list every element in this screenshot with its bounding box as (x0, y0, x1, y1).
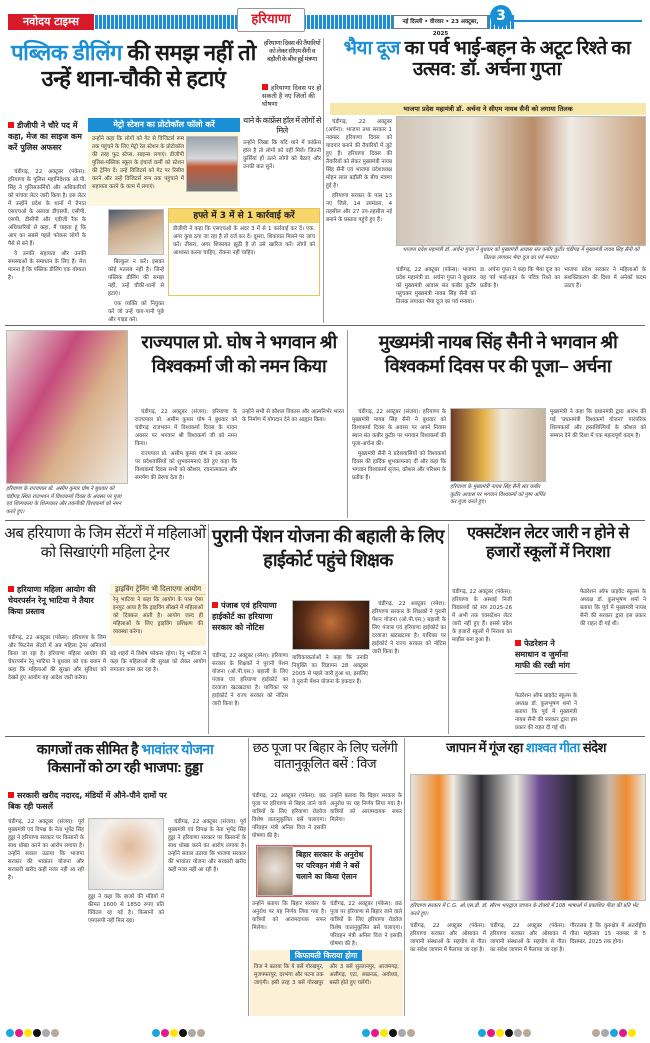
headline-haryana-diwas: हरियाणा दिवस की तैयारियों को लेकर सीएम सैनी व बड़ौली के बीच हुई मंत्रणा (263, 40, 321, 63)
headline-bhavantar: कागजों तक सीमित है भावांतर योजना किसानों को ठग रही भाजपा: हुड्डा (36, 741, 214, 775)
headline-cm-vishwakarma: मुख्यमंत्री नायब सिंह सैनी ने भगवान श्री विश्वकर्मा दिवस पर की पूजा– अर्चना (378, 332, 618, 376)
headline-old-pension: पुरानी पेंशन योजना की बहाली के लिए हाईकोर्ट पहुंचे शिक्षक (212, 526, 444, 570)
story1-body-col2: बिल्कुल न करें। इसका कोई मतलब नहीं है। जिन्हें पब्लिक डीलिंग की समझ नहीं, उन्हें चौकी-थानों से हटाएं। एक व्यक्ति को नियुक्त करें जो उन्हें चाय-पानी पूछे और गाइड करे। (108, 259, 164, 323)
story10-body-2: चंडीगढ़, 22 अक्टूबर (पंकेस): हरियाणा सरकार और ओसाका में जापानी संस्थाओं के सहयोग से गीता का संदेश जापान में फैलाया जा रहा है। (490, 923, 566, 953)
tilak-photo (396, 116, 646, 246)
story7-body-2: फेडरेशन ऑफ प्राइवेट स्कूल्स के अध्यक्ष डॉ. कुलभूषण शर्मा ने बताया कि पूर्व में मुख्यमंत्री नायब सैनी की सरकार द्वारा इस प्रकार की राहत दी गई थी। (580, 589, 646, 627)
registration-marks-mid3 (478, 1022, 532, 1041)
story7-body-1: चंडीगढ़, 22 अक्टूबर (पंकेस): हरियाणा के अस्थाई निजी विद्यालयों को सत्र 2025-26 में अभी तक एक्सटेंशन लेटर जारी नहीं हुए हैं। इससे प्रदेश के हजारों स्कूलों में निराशा का माहौल बना हुआ है। (452, 589, 512, 643)
story9-body-1: चंडीगढ़, 22 अक्टूबर (पंकेस): छठ पूजा पर हरियाणा से बिहार जाने वाले यात्रियों के लिए हरियाणा रोडवेज विशेष वातानुकूलित बसें चलाएगा। परिवहन मंत्री अनिल विज ने इसकी घोषणा की है। (252, 793, 326, 839)
subhead-new-districts: हरियाणा दिवस पर हो सकती है नए जिलों की घोषणा (262, 84, 322, 108)
divider (448, 524, 449, 734)
story8-body-3: चंडीगढ़, 22 अक्टूबर (संजय): पूर्व मुख्यमंत्री एवं विपक्ष के नेता भूपेंद्र सिंह हुड्डा ने हरियाणा सरकार पर किसानों के साथ धोखा करने का आरोप लगाया है। उन्होंने सवाल उठाया कि भाजपा सरकार की भावांतर योजना और सरकारी खरीद कहीं नजर नहीं आ रही है। (168, 819, 246, 873)
japan-gita-photo (410, 774, 646, 901)
story9-body-2: उन्होंने बताया कि बिहार सरकार के अनुरोध पर यह निर्णय लिया गया है। यात्रियों को आरामदायक सफर मिलेगा। (330, 793, 402, 823)
divider (5, 736, 645, 737)
registration-marks-mid2 (362, 1022, 416, 1041)
logo: नवोदय टाइम्स (8, 14, 94, 30)
headline-bhaiya-dooj: भैया दूज का पर्व भाई-बहन के अटूट रिश्ते का उत्सव: डॉ. अर्चना गुप्ता (343, 38, 631, 80)
divider (323, 38, 324, 323)
cm-puja-caption: हरियाणा के मुख्यमंत्री नायब सिंह सैनी संत कबीर कुटीर आवास पर भगवान विश्वकर्मा को पुष्प अर्पित कर पूजा करते हुए। (450, 484, 546, 505)
driving-box (110, 584, 206, 646)
subhead-dgp: डीजीपी ने चौरे पद में कहा, मेज का साइज कम करें पुलिस अफसर (8, 120, 84, 153)
dateline: नई दिल्ली • वीरवार • 23 अक्टूबर, 2025 (393, 15, 488, 29)
story2-body-2: डा. अर्चना गुप्ता ने कहा कि भैया दूज का यह पर्व भाई-बहन के पवित्र रिश्ते का प्रतीक है। (480, 267, 560, 289)
divider (347, 330, 348, 518)
story7-body-3: फेडरेशन ऑफ प्राइवेट स्कूल्स के अध्यक्ष डॉ. कुलभूषण शर्मा ने बताया कि पूर्व में मुख्यमंत्री नायब सैनी की सरकार द्वारा इस प्रकार की राहत दी गई थी। (515, 693, 577, 731)
story6-body-3: चंडीगढ़, 22 अक्टूबर (रमेश): हरियाणा सरकार के शिक्षकों ने पुरानी पेंशन योजना (ओ.पी.एस.) बहाली के लिए पंजाब एवं हरियाणा हाईकोर्ट का दरवाजा खटखटाया है। याचिका पर हाईकोर्ट ने राज्य सरकार को नोटिस जारी किया है। (372, 601, 446, 655)
driving-box-text: रेनू भाटिया ने कहा कि आयोग के पास ऐसा इनपुट आया है कि ड्राइविंग सीखने में महिलाओं को दिक्कत आती है। आयोग जल्द ही महिलाओं के लिए ड्राइविंग प्रशिक्षण की व्यवस्था करेगा। (113, 597, 203, 635)
divider (248, 738, 249, 1016)
registration-marks-mid1 (152, 1022, 206, 1041)
bihar-box-headline: बिहार सरकार के अनुरोध पर परिवहन मंत्री ने बसें चलाने का किया ऐलान (296, 850, 364, 881)
week-box-text: डीजीपी ने कहा कि एसएचओ के अंदर 3 में से 1 कार्रवाई कर दें। एक, अगर कुछ ठगा जा रहा है तो दर्ज कर दें। दूसरा, शिकायत मिलने पर जांच करें। तीसरा, अगर शिकायत झूठी है तो उसे खारिज करें। लोगों को आश्वस्त करना चाहिए, रोकना नहीं चाहिए। (173, 226, 315, 256)
masthead (0, 0, 650, 40)
story8-body-2: हुड्डा ने कहा कि बाजरे की मंडियों में कीमत 1600 से 1850 रुपए प्रति क्विंटल रह गई है। किसानों को एमएसपी नहीं मिल रहा। (88, 894, 164, 924)
story9-body-3: उन्होंने बताया कि बिहार सरकार के अनुरोध पर यह निर्णय लिया गया है। यात्रियों को आरामदायक सफर मिलेगा। (252, 901, 326, 931)
fare-box-title: किफायती किराया होगा (290, 950, 362, 961)
week-box-title: हफ्ते में 3 में से 1 कार्रवाई करें (169, 209, 319, 223)
bihar-box (256, 845, 372, 897)
story2-body-1: चंडीगढ़, 22 अक्टूबर (पंकेस): भाजपा प्रदेश महामंत्री डा. अर्चना गुप्ता ने बुधवार को मुख्यमंत्री आवास संत कबीर कुटीर पहुंचकर मुख्यमंत्री नायब सिंह सैनी को तिलक लगाकर भैया दूज का पर्व मनाया। (396, 267, 476, 305)
page-number: 3 (490, 5, 512, 27)
divider (5, 325, 645, 326)
headline-governor: राज्यपाल प्रो. घोष ने भगवान श्री विश्वकर्मा जी को नमन किया (141, 332, 337, 376)
vij-photo (257, 846, 293, 896)
dgp-photo (108, 209, 164, 255)
registration-marks-right (592, 1022, 637, 1041)
story5-body-1: चंडीगढ़, 22 अक्टूबर (पंकेस): हरियाणा के जिम और फिटनेस सेंटरों में अब महिला ट्रेनर अनिवार्य किया जा रहा है। हरियाणा महिला आयोग की चेयरपर्सन रेनू भाटिया ने बुधवार को एक बयान में कहा कि महिलाओं की सुरक्षा और सुविधा को देखते हुए आयोग यह आदेश जारी करेगा। (8, 635, 106, 681)
story9-body-4: चंडीगढ़, 22 अक्टूबर (पंकेस): छठ पूजा पर हरियाणा से बिहार जाने वाले यात्रियों के लिए हरियाणा रोडवेज विशेष वातानुकूलित बसें चलाएगा। परिवहन मंत्री अनिल विज ने इसकी घोषणा की है। (330, 901, 402, 947)
story6-body-1: चंडीगढ़, 22 अक्टूबर (रमेश): हरियाणा सरकार के शिक्षकों ने पुरानी पेंशन योजना (ओ.पी.एस.) बहाली के लिए पंजाब एवं हरियाणा हाईकोर्ट का दरवाजा खटखटाया है। याचिका पर हाईकोर्ट ने राज्य सरकार को नोटिस जारी किया है। (212, 653, 288, 707)
story10-body-1: चंडीगढ़, 22 अक्टूबर (पंकेस): हरियाणा सरकार और ओसाका में जापानी संस्थाओं के सहयोग से गीता का संदेश जापान में फैलाया जा रहा है। (410, 923, 486, 953)
hooda-photo (88, 818, 164, 890)
headline-gym-trainers: अब हरियाणा के जिम सेंटरों में महिलाओं को सिखाएंगी महिला ट्रेनर (4, 525, 206, 561)
headline-japan-gita: जापान में गूंज रहा शाश्वत गीता संदेश (446, 740, 606, 755)
week-box (168, 208, 320, 296)
governor-photo (6, 330, 128, 484)
tilak-caption: भाजपा प्रदेश महामंत्री डॉ. अर्चना गुप्ता ने बुधवार को मुख्यमंत्री आवास संत कबीर कुटीर चंडीगढ़ में मुख्यमंत्री नायब सिंह सैनी को तिलक लगाकर भैया दूज का पर्व मनाया। (402, 247, 640, 261)
story3-body-2: उन्होंने सभी से कौशल विकास और आत्मनिर्भर भारत के निर्माण में योगदान देने का आह्वान किया। (242, 409, 344, 423)
haryana-diwas-body: चंडीगढ़, 22 अक्टूबर (अर्चना): भाजपा तथा सरकार 1 नवम्बर हरियाणा दिवस को यादगार बनाने की तैयारियों में जुटे हुए हैं। हरियाणा दिवस की तैयारियों को लेकर मुख्यमंत्री नायब सिंह सैनी एवं भाजपा प्रदेशाध्यक्ष मोहन लाल बड़ौली के बीच मंत्रणा हुई है। हरियाणा सरकार के पास 13 नए जिले, 14 उपमंडल, 4 तहसील और 27 उप-तहसील नई बनाने के प्रस्ताव पहुंचे हुए हैं। (326, 119, 392, 223)
subhead-federation: फेडरेशन ने समाधान व जुर्माना माफी की रखी मांग (515, 638, 577, 674)
story2-body-3: भाजपा प्रदेश सरकार ने महिलाओं के सशक्तिकरण की दिशा में अनेकों कदम उठाए हैं। (564, 267, 646, 289)
headline-extension-letter: एक्सटेंशन लेटर जारी न होने से हजारों स्कूलों में निराशा (467, 525, 629, 561)
masthead-line (512, 20, 642, 22)
bhaiya-dooj-banner: भाजपा प्रदेश महामंत्री डॉ. अर्चना ने सीएम नायब सैनी को लगाया तिलक (330, 103, 646, 115)
metro-box-title: मेट्रो स्टेशन का प्रोटोकॉल फॉलो करें (88, 118, 240, 132)
story4-body-1: चंडीगढ़, 22 अक्टूबर (संजय): हरियाणा के मुख्यमंत्री नायब सिंह सैनी ने बुधवार को विश्वकर्मा दिवस के अवसर पर अपने निवास स्थान संत कबीर कुटीर पर भगवान विश्वकर्मा की पूजा-अर्चना की। मुख्यमंत्री सैनी ने प्रदेशवासियों को विश्वकर्मा दिवस की हार्दिक शुभकामनाएं दीं और कहा कि भगवान विश्वकर्मा सृजन, कौशल और परिश्रम के प्रतीक हैं। (352, 409, 446, 481)
story10-body-3: गौरतलब है कि कुरुक्षेत्र में अंतर्राष्ट्रीय गीता महोत्सव 15 नवम्बर से 5 दिसम्बर, 2025 तक होगा। (570, 923, 646, 945)
divider (404, 738, 405, 1016)
gavel-photo (292, 600, 370, 650)
headline-public-dealing: पब्लिक डीलिंग की समझ नहीं तो उन्हें थाना-चौकी से हटाएं (11, 40, 256, 91)
story3-body-1: चंडीगढ़, 22 अक्टूबर (संजय): हरियाणा के राज्यपाल प्रो. असीम कुमार घोष ने बुधवार को चंडीगढ़ राजभवन में विश्वकर्मा दिवस के पावन अवसर पर भगवान श्री विश्वकर्मा जी को नमन किया। राज्यपाल प्रो. असीम कुमार घोष ने इस अवसर पर प्रदेशवासियों को शुभकामनाएं देते हुए कहा कि विश्वकर्मा दिवस सभी को कौशल, रचनात्मकता और समर्पण की प्रेरणा देता है। (135, 409, 237, 481)
divider (208, 524, 209, 734)
story4-body-2: मुख्यमंत्री ने कहा कि प्रधानमंत्री द्वारा आरंभ की गई 'प्रधानमंत्री विश्वकर्मा योजना' पारंपरिक शिल्पकारों और हस्तशिल्पियों के कौशल को सम्मान देने की दिशा में एक महत्वपूर्ण कदम है। (550, 409, 646, 439)
driving-box-title: ड्राइविंग ट्रेनिंग भी दिलाएगा आयोग (110, 584, 206, 595)
story1-body: चंडीगढ़, 22 अक्टूबर (पंकेस): हरियाणा के पुलिस महानिदेशक ओ.पी. सिंह ने पुलिसकर्मियों और अधिकारियों को पांचवा लेटर जारी किया है। इस लेटर में उन्होंने प्रदेश के थानों में तैनात एसएचओ के अलावा डीएसपी, एसीपी, एसपी, डीसीपी और एडीजी रैंक के अधिकारियों से कहा, मैं चाहता हूं कि आप का सबसे पहले फोकस लोगों के पैसे से बने हैं। वे उनकी सहायता और उनकी समस्याओं के समाधान के लिए हैं। मेरा मानना है कि पब्लिक डीलिंग एक योग्यता है। (8, 169, 86, 281)
story6-body-2: याचिकाकर्ताओं ने कहा कि उनकी नियुक्ति का विज्ञापन 28 अक्टूबर 2005 से पहले जारी हुआ था, इसलिए वे पुरानी पेंशन योजना के हकदार हैं। (292, 655, 368, 685)
fare-box-text: विज ने बताया कि ये बसें गोरखपुर, मुजफ्फरपुर, दरभंगा और पटना तक जाएंगी। इसी तरह 3 बसें गोरखपुर और 3 बसें सुल्तानपुर, आजमगढ़, अलीगढ़, एटा, लखनऊ, अयोध्या, बस्ती होते हुए चलेंगी। (254, 964, 399, 986)
metro-box-text: उन्होंने कहा कि लोगों को गेट से विजिटर्स रूम तक पहुंचने के लिए मेट्रो रेल स्टेशन के प्रोटोकॉल की तरह फुट स्टेप्स, साइन्स लगाएं। डीजीपी पुलिस-पब्लिक स्कूल के इंचार्ज कर्मी को स्टेशन की ट्रेनिंग दें। उन्हें विजिटर्स को गेट पर रिसीव करने और उन्हें विजिटर्स रूम तक पहुंचाने में सहायता करने के काम में लगाएं। (92, 136, 184, 190)
story8-body-1: चंडीगढ़, 22 अक्टूबर (संजय): पूर्व मुख्यमंत्री एवं विपक्ष के नेता भूपेंद्र सिंह हुड्डा ने हरियाणा सरकार पर किसानों के साथ धोखा करने का आरोप लगाया है। उन्होंने सवाल उठाया कि भाजपा सरकार की भावांतर योजना और सरकारी खरीद कहीं नजर नहीं आ रही है। (8, 819, 84, 881)
metro-box (88, 118, 240, 206)
section-tab: हरियाणा (237, 8, 305, 32)
japan-gita-caption: हरियाणा सरकार में C.G. ओ.एस.डी. डॉ. सौरभ भारद्वाज जापान के टोक्यो में 108 भाषाओं में प्रकाशित गीता की प्रति भेंट करते हुए। (410, 903, 639, 917)
story5-body-2: बड़े शहरों में विशेष फोकस रहेगा। रेनू भाटिया ने कहा कि महिलाओं की सुरक्षा को लेकर आयोग लगातार काम कर रहा है। (110, 651, 206, 673)
metro-photo (186, 136, 238, 192)
divider (5, 520, 645, 521)
hall-box (243, 116, 321, 206)
fare-box (250, 950, 403, 1016)
subhead-procurement: सरकारी खरीद नदारद, मंडियों में औने-पौने दामों पर बिक रही फसलें (8, 791, 167, 811)
headline-chhath-buses: छठ पूजा पर बिहार के लिए चलेंगी वातानुकूलित बसें : विज (252, 740, 398, 771)
cm-puja-photo (450, 408, 546, 482)
hall-box-title: थाने के कांफ्रेंस हॉल में लोगों से मिले (243, 116, 321, 135)
governor-caption: हरियाणा के राज्यपाल प्रो. असीम कुमार घोष ने बुधवार को चंडीगढ़ स्थित राजभवन में विश्वकर्मा दिवस के अवसर पर पूजा एवं शिल्पकला के शिल्पकार और तकनीकी विश्वकर्मा को नमन करते हुए। (6, 486, 122, 515)
registration-marks-left (6, 1022, 60, 1041)
subhead-women-commission: हरियाणा महिला आयोग की चेयरपर्सन रेनू भाटिया ने तैयार किया प्रस्ताव (8, 584, 106, 617)
subhead-hc-notice: पंजाब एवं हरियाणा हाईकोर्ट का हरियाणा सरकार को नोटिस (212, 600, 288, 633)
hall-box-text: उन्होंने लिखा कि यदि थाने में कांफ्रेंस हॉल है तो लोगों को वहीं मिलें। जितनी कुर्सियां हों उतने लोगों को बैठाएं और उनकी बात सुनें। (243, 140, 321, 170)
